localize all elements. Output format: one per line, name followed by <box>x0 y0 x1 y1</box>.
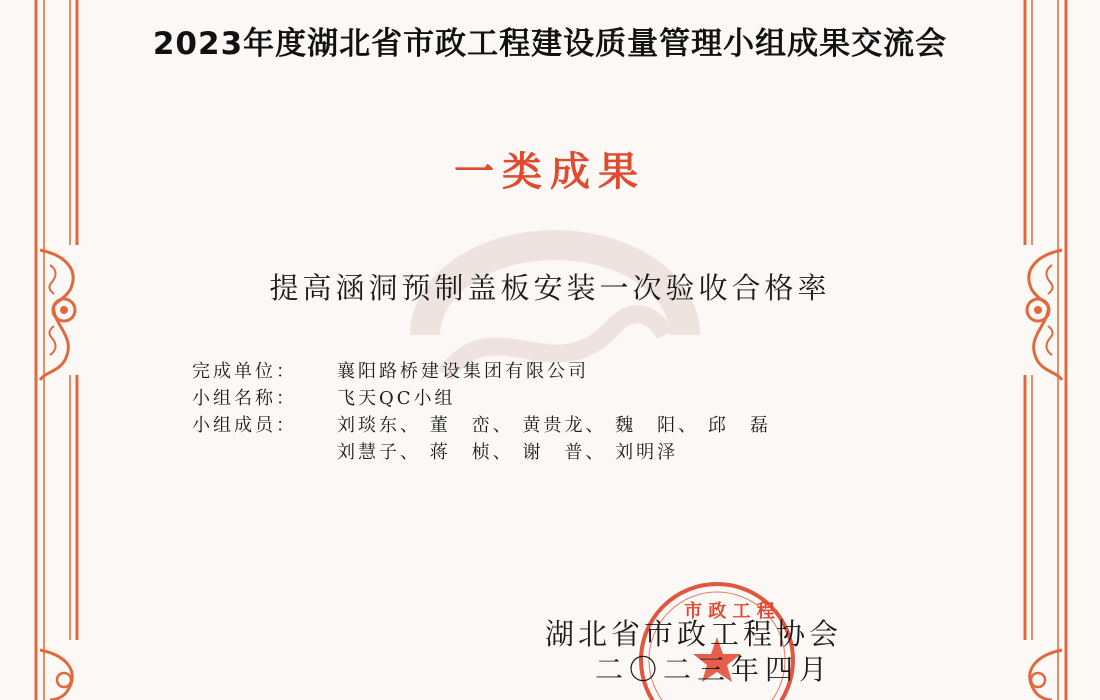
project-name: 提高涵洞预制盖板安装一次验收合格率 <box>269 271 831 305</box>
group-row <box>192 385 912 412</box>
members-line2: 刘慧子、 蒋 桢、 谢 普、 刘明泽 <box>337 442 679 463</box>
svg-text:市 政 工 程: 市 政 工 程 <box>684 601 775 622</box>
group-label: 小组名称： <box>192 388 297 409</box>
members-label: 小组成员： <box>192 415 297 436</box>
unit-value: 襄阳路桥建设集团有限公司 <box>337 361 589 382</box>
certificate-title: 2023年度湖北省市政工程建设质量管理小组成果交流会 <box>152 26 948 62</box>
award-level: 一类成果 <box>454 148 646 195</box>
unit-row <box>192 358 912 385</box>
left-ornamental-border-icon <box>20 0 90 700</box>
right-ornamental-border-icon <box>1012 0 1082 700</box>
group-value: 飞天QC小组 <box>337 388 456 409</box>
members-row <box>192 412 912 439</box>
details-block <box>192 358 912 466</box>
members-row-continued <box>192 439 912 466</box>
unit-label: 完成单位： <box>192 361 297 382</box>
issue-date: 二〇二三年四月 <box>595 653 834 686</box>
members-line1: 刘琰东、 董 峦、 黄贵龙、 魏 阳、 邱 磊 <box>337 415 771 436</box>
issuer-name: 湖北省市政工程协会 <box>545 617 843 651</box>
